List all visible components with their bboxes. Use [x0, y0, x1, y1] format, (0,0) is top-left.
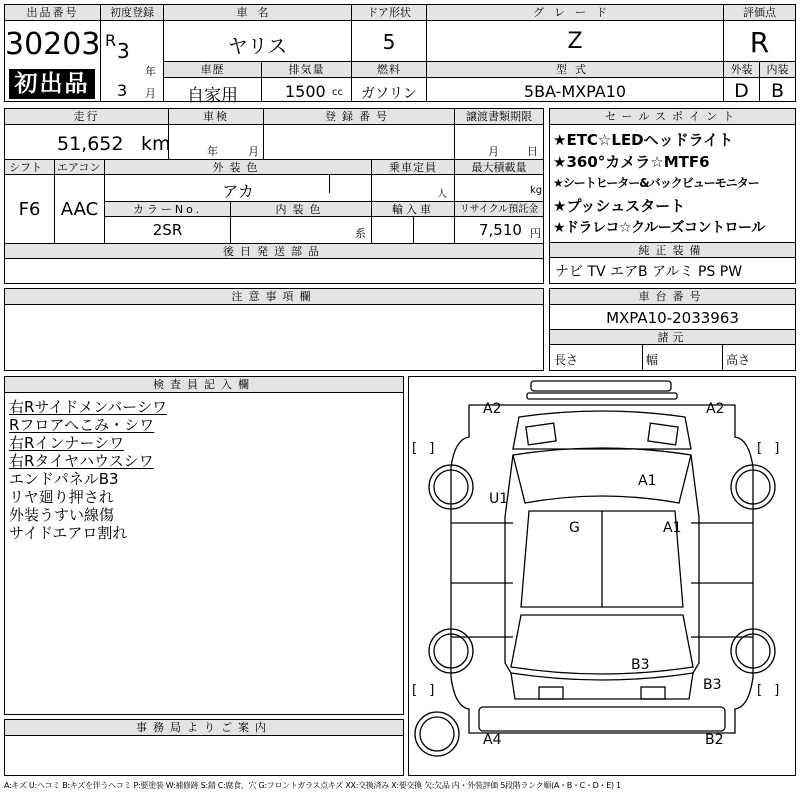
shift-label: シフト — [5, 160, 54, 175]
sales-point-1: ★ETC☆LEDヘッドライト — [553, 131, 734, 149]
recycle-unit: 円 — [530, 227, 541, 240]
exterior-label: 外装 — [724, 62, 759, 78]
chassis-number: MXPA10-2033963 — [606, 309, 739, 327]
inspector-label: 検査員記入欄 — [5, 377, 403, 393]
first-registration-cell — [101, 5, 163, 101]
interior-grade: B — [770, 80, 785, 102]
vehicle-details-box — [4, 108, 544, 284]
spec-length: 長さ — [554, 353, 579, 367]
ac: AAC — [60, 199, 99, 220]
model: ヤリス — [227, 34, 288, 58]
transfer-label: 譲渡書類期限 — [455, 109, 543, 125]
inspection-label: 車検 — [169, 109, 263, 125]
mark-b3-trunk: B3 — [631, 657, 650, 673]
office-label: 事務局よりご案内 — [5, 720, 403, 736]
bracket-left-bottom: [ ] — [412, 683, 439, 698]
inspector-box — [4, 376, 404, 715]
grade: Z — [567, 29, 583, 54]
color-no: 2SR — [152, 221, 183, 239]
score: R — [749, 26, 770, 59]
ac-label: エアコン — [55, 160, 104, 175]
mileage-unit: km — [141, 133, 171, 155]
month: 3 — [117, 81, 128, 100]
doors: 5 — [382, 30, 396, 54]
history: 自家用 — [187, 86, 238, 106]
month-unit: 月 — [145, 87, 156, 100]
mileage-label: 走行 — [5, 109, 168, 125]
color-no-label: カラーNo. — [105, 202, 230, 217]
inspector-line-5: エンドパネルB3 — [9, 470, 119, 488]
history-label: 車歴 — [164, 62, 261, 78]
mark-a1-roof: A1 — [638, 473, 657, 489]
era: R — [105, 31, 117, 50]
front-bumper — [531, 381, 671, 391]
interior-label: 内装 — [760, 62, 795, 78]
inspection-month-unit: 月 — [248, 145, 259, 158]
equipment-label: 純正装備 — [550, 243, 795, 258]
trunk — [511, 673, 693, 699]
fuel-label: 燃料 — [352, 62, 426, 78]
lot-number: 30203 — [5, 27, 101, 62]
sales-points-box — [549, 108, 796, 284]
recycle: 7,510 — [479, 221, 522, 239]
transfer-day-unit: 日 — [527, 145, 538, 158]
chassis-box — [549, 288, 796, 371]
bracket-right-bottom: [ ] — [757, 683, 784, 698]
bracket-left-top: [ ] — [412, 441, 439, 456]
car-diagram — [409, 377, 795, 775]
ext-color: アカ — [222, 182, 254, 201]
notes-label: 注意事項欄 — [5, 289, 543, 305]
capacity-unit: 人 — [437, 189, 447, 200]
mark-a2-left: A2 — [483, 401, 502, 417]
rear-window — [511, 615, 693, 674]
score-label: 評価点 — [724, 5, 795, 21]
mark-u1: U1 — [489, 491, 509, 507]
mark-b2: B2 — [705, 732, 724, 748]
sales-point-2: ★360°カメラ☆MTF6 — [553, 153, 710, 171]
grade-label: グレード — [427, 5, 723, 21]
first-listing-badge: 初出品 — [9, 69, 95, 99]
exterior-grade: D — [734, 80, 749, 102]
equipment-items: ナビ TV エアB アルミ PS PW — [555, 264, 743, 280]
windshield — [513, 448, 691, 503]
fuel: ガソリン — [361, 86, 417, 102]
notes-box — [4, 288, 544, 371]
inspector-line-4: 右Rタイヤハウスシワ — [9, 452, 154, 470]
mark-a1-side: A1 — [663, 520, 682, 536]
inspector-line-6: リヤ廻り押され — [9, 488, 114, 506]
inspector-line-7: 外装うすい線傷 — [9, 506, 115, 524]
sales-point-4: ★プッシュスタート — [553, 197, 686, 215]
int-color-label: 内装色 — [231, 202, 371, 217]
header-box — [4, 4, 796, 106]
inspector-line-8: サイドエアロ割れ — [9, 524, 128, 542]
lot-number-cell — [5, 5, 100, 101]
lot-number-label: 出品番号 — [5, 5, 100, 21]
displacement: 1500 — [285, 82, 326, 101]
model-label: 車名 — [164, 5, 351, 21]
mark-b3-rear: B3 — [703, 677, 722, 693]
type: 5BA-MXPA10 — [523, 82, 627, 101]
bracket-right-top: [ ] — [757, 441, 784, 456]
car-diagram-box — [408, 376, 796, 776]
int-color-unit: 系 — [355, 227, 366, 240]
mileage: 51,652 — [57, 133, 124, 155]
recycle-label: リサイクル預託金 — [455, 202, 543, 217]
capacity-label: 乗車定員 — [372, 160, 454, 175]
mark-g: G — [569, 520, 580, 536]
chassis-label: 車台番号 — [550, 289, 795, 305]
mark-a4: A4 — [483, 732, 502, 748]
rear-bumper — [479, 707, 725, 731]
office-box — [4, 719, 404, 776]
later-parts-label: 後日発送部品 — [5, 244, 543, 259]
year: 3 — [117, 39, 130, 63]
ext-color-label: 外装色 — [105, 160, 371, 175]
mark-a2-right: A2 — [706, 401, 725, 417]
doors-label: ドア形状 — [352, 5, 426, 21]
sales-point-5: ★ドラレコ☆クルーズコントロール — [553, 220, 765, 236]
import-label: 輸入車 — [372, 202, 454, 217]
inspector-line-1: 右Rサイドメンバーシワ — [9, 398, 167, 416]
sales-points-label: セールスポイント — [550, 109, 795, 125]
spec-label: 諸元 — [550, 330, 795, 345]
sales-point-3: ★シートヒーター&バックビューモニター — [553, 176, 759, 190]
first-registration-label: 初度登録 — [101, 5, 163, 21]
load-unit: kg — [530, 185, 543, 196]
inspector-line-2: Rフロアへこみ・シワ — [9, 416, 155, 434]
inspection-year-unit: 年 — [207, 145, 218, 158]
spec-width: 幅 — [646, 353, 659, 367]
reg-no-label: 登録番号 — [264, 109, 454, 125]
displacement-label: 排気量 — [262, 62, 351, 78]
inspector-line-3: 右Rインナーシワ — [9, 434, 125, 452]
year-unit: 年 — [145, 65, 156, 78]
displacement-unit: cc — [332, 87, 343, 98]
transfer-month-unit: 月 — [488, 145, 499, 158]
shift: F6 — [18, 199, 41, 220]
spec-height: 高さ — [726, 353, 751, 367]
load-label: 最大積載量 — [455, 160, 543, 175]
type-label: 型式 — [427, 62, 723, 78]
legend: A:キズ U:ヘコミ B:キズを伴うヘコミ P:要塗装 W:補修跡 S:錆 C:腐食、穴 G:フロントガラス点キズ XX:交換済み X:要交換 欠:欠品 内・外装評価 5段階ランク順(A・B・C・D・E) 1 — [4, 781, 621, 790]
